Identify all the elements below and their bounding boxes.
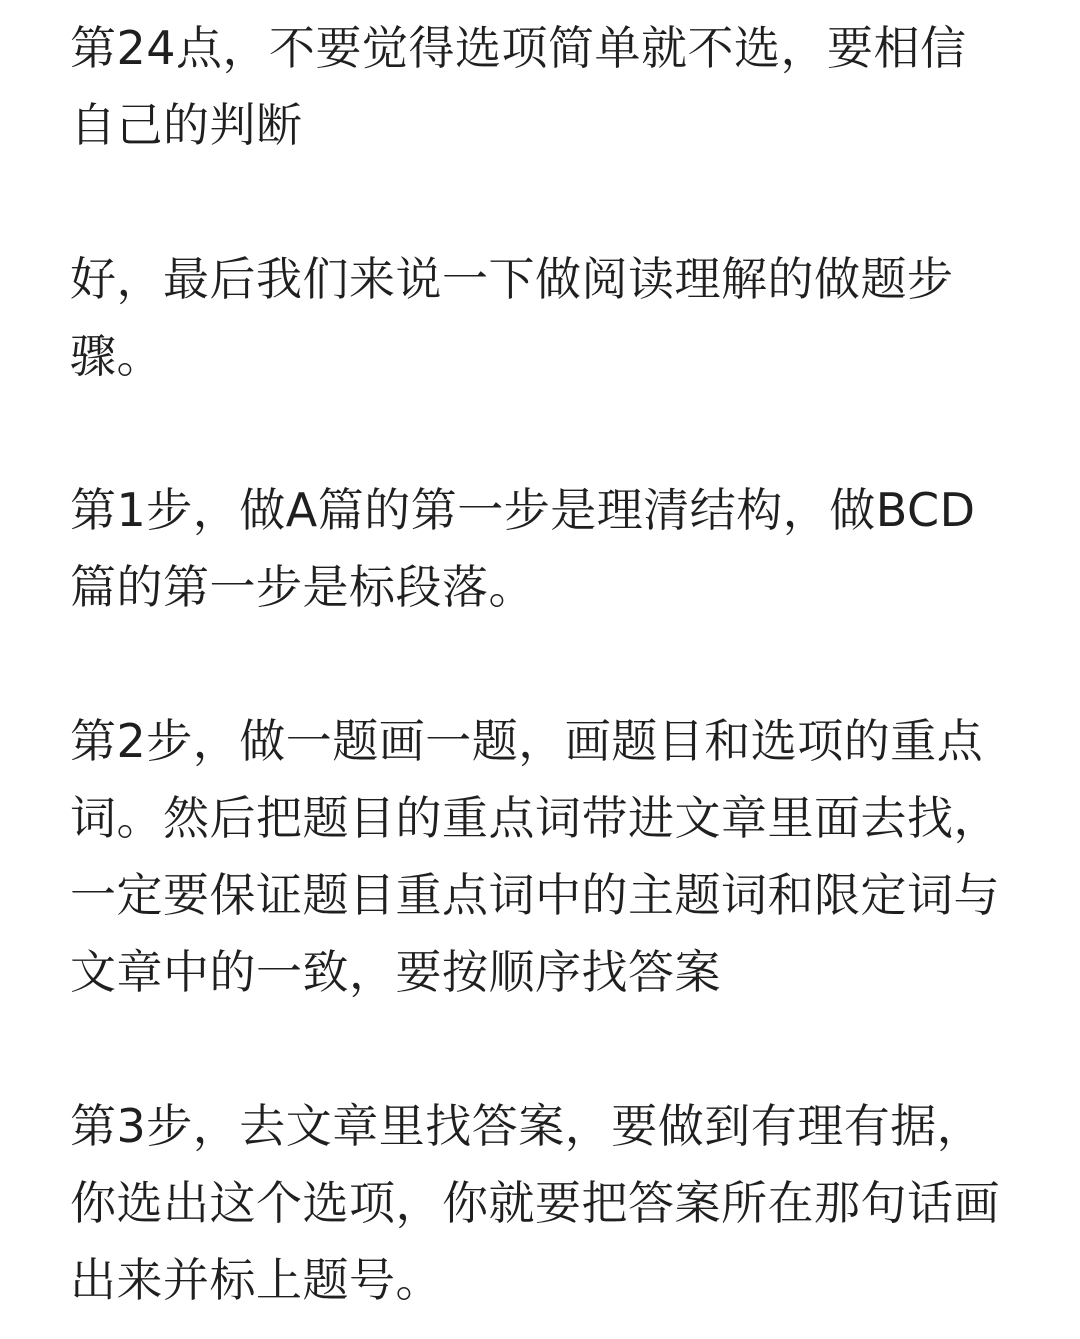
paragraph-step-2: 第2步，做一题画一题，画题目和选项的重点词。然后把题目的重点词带进文章里面去找，一定要保证题目重点词中的主题词和限定词与文章中的一致，要按顺序找答案	[70, 714, 1000, 999]
paragraph-intro-steps: 好，最后我们来说一下做阅读理解的做题步骤。	[70, 252, 954, 383]
paragraph-point-24: 第24点，不要觉得选项简单就不选，要相信自己的判断	[70, 21, 967, 152]
paragraph-step-1: 第1步，做A篇的第一步是理清结构，做BCD篇的第一步是标段落。	[70, 483, 976, 614]
paragraph-step-3: 第3步，去文章里找答案，要做到有理有据，你选出这个选项，你就要把答案所在那句话画出来并标上题号。	[70, 1099, 1000, 1307]
